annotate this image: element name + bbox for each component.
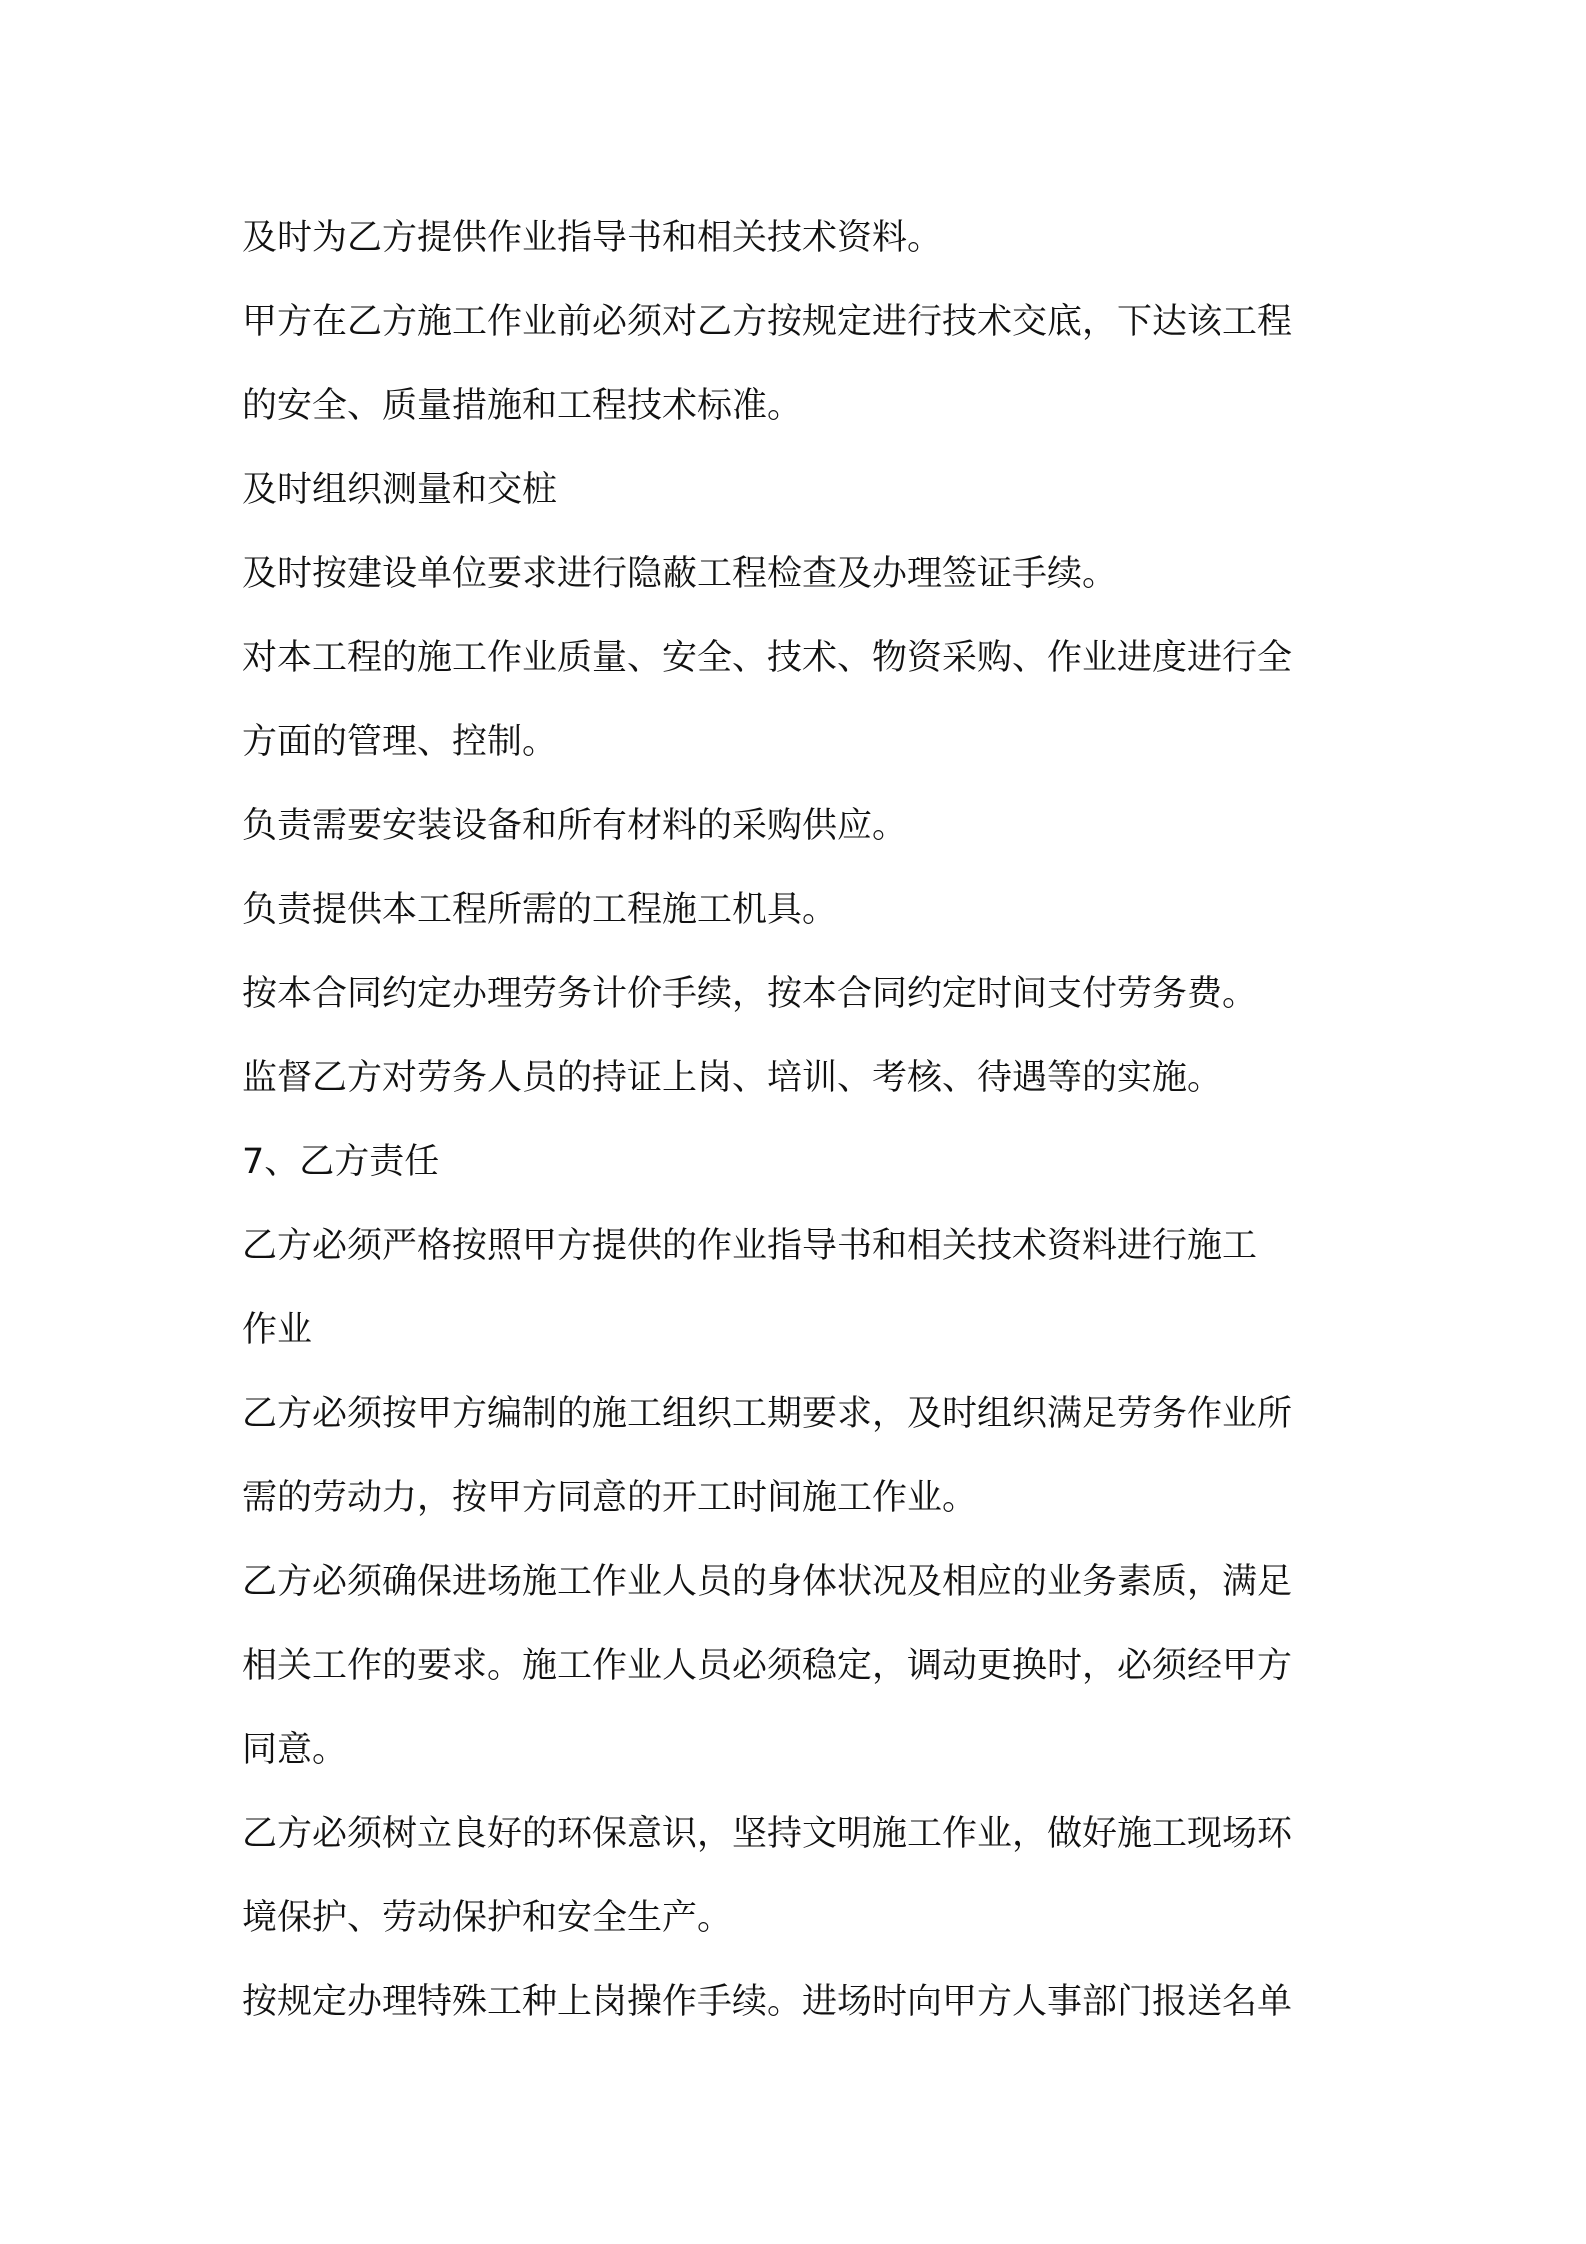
document-body — [242, 196, 1372, 2044]
text-line: 负责需要安装设备和所有材料的采购供应。 — [242, 806, 908, 846]
text-line: 按本合同约定办理劳务计价手续，按本合同约定时间支付劳务费。 — [242, 974, 1258, 1014]
text-line: 乙方必须确保进场施工作业人员的身体状况及相应的业务素质，满足 — [242, 1562, 1293, 1602]
text-line: 的安全、质量措施和工程技术标准。 — [242, 386, 803, 426]
text-line: 需的劳动力，按甲方同意的开工时间施工作业。 — [242, 1478, 978, 1518]
text-line: 乙方必须树立良好的环保意识，坚持文明施工作业，做好施工现场环 — [242, 1814, 1293, 1854]
text-line: 监督乙方对劳务人员的持证上岗、培训、考核、待遇等的实施。 — [242, 1058, 1223, 1098]
text-line: 同意。 — [242, 1730, 348, 1770]
text-line: 相关工作的要求。施工作业人员必须稳定，调动更换时，必须经甲方 — [242, 1646, 1293, 1686]
text-line: 方面的管理、控制。 — [242, 722, 558, 762]
section-heading: 7、乙方责任 — [242, 1142, 440, 1182]
text-line: 及时组织测量和交桩 — [242, 470, 558, 510]
text-line: 乙方必须按甲方编制的施工组织工期要求，及时组织满足劳务作业所 — [242, 1394, 1293, 1434]
text-line: 按规定办理特殊工种上岗操作手续。进场时向甲方人事部门报送名单 — [242, 1982, 1293, 2022]
text-line: 境保护、劳动保护和安全生产。 — [242, 1898, 733, 1938]
text-line: 负责提供本工程所需的工程施工机具。 — [242, 890, 838, 930]
text-line: 乙方必须严格按照甲方提供的作业指导书和相关技术资料进行施工 — [242, 1226, 1258, 1266]
text-line: 甲方在乙方施工作业前必须对乙方按规定进行技术交底，下达该工程 — [242, 302, 1293, 342]
text-line: 作业 — [242, 1310, 313, 1350]
text-line: 及时按建设单位要求进行隐蔽工程检查及办理签证手续。 — [242, 554, 1118, 594]
text-line: 对本工程的施工作业质量、安全、技术、物资采购、作业进度进行全 — [242, 638, 1293, 678]
text-line: 及时为乙方提供作业指导书和相关技术资料。 — [242, 218, 943, 258]
